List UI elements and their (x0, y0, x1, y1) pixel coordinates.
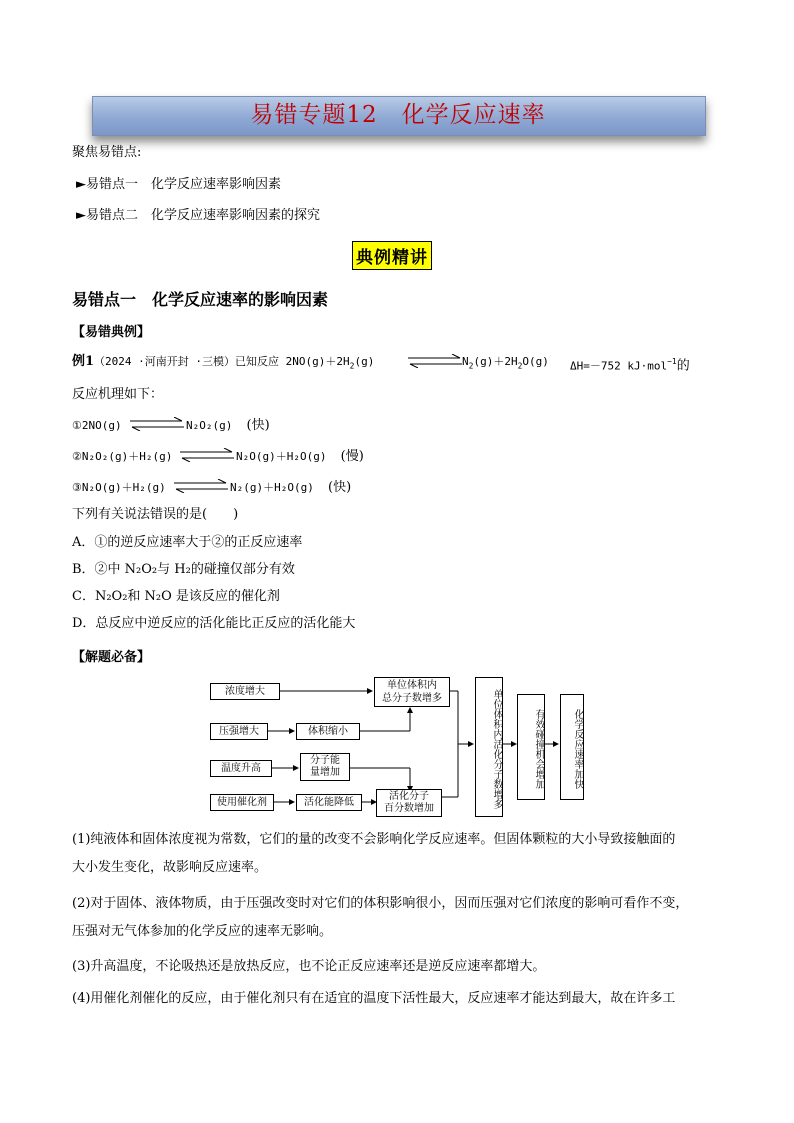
example-rhs (462, 352, 549, 377)
box-effective-collisions: 有效碰撞机会增加 (517, 694, 545, 800)
note-2 (72, 890, 762, 946)
option-a: A．①的逆反应速率大于②的正反应速率 (72, 535, 303, 550)
sub-1: 2 (349, 361, 355, 371)
enthalpy-value: ΔH=－752 kJ·mol (570, 359, 668, 373)
section-title: 易错点一 化学反应速率的影响因素 (72, 290, 329, 309)
step-2-rhs: N₂O(g)＋H₂O(g) (236, 450, 327, 463)
equilibrium-arrow-icon (130, 417, 184, 431)
box-activation-lower: 活化能降低 (296, 794, 362, 811)
focus-label: 聚焦易错点: (72, 145, 142, 160)
r2-line1: 活化分子 (389, 791, 429, 802)
example-line (72, 352, 374, 377)
example-lead: 例1 (72, 354, 95, 369)
m3-line2: 量增加 (310, 767, 340, 778)
focus-item-2: ►易错点二 化学反应速率影响因素的探究 (76, 208, 320, 223)
equilibrium-arrow-icon (180, 448, 234, 462)
note-2-line1: (2)对于固体、液体物质，由于压强改变时对它们的体积影响很小，因而压强对它们浓度的影响可看作不变， (72, 896, 689, 911)
step-2-lhs: ②N₂O₂(g)＋H₂(g) (72, 450, 173, 463)
step-3-right (230, 478, 351, 498)
enthalpy-tail: 的 (676, 358, 690, 374)
mechanism-intro: 反应机理如下： (72, 387, 164, 402)
step-1-rate: (快) (246, 418, 270, 433)
enthalpy (570, 352, 690, 376)
step-1-rhs: N₂O₂(g) (186, 419, 233, 432)
note-1 (72, 826, 752, 882)
step-1-right (186, 416, 270, 436)
step-3 (72, 478, 166, 498)
r2-line2: 百分数增加 (384, 803, 434, 814)
note-1-line2: 大小发生变化，故影响反应速率。 (72, 860, 268, 875)
step-1-lhs: ①2NO(g) (72, 419, 122, 432)
typical-examples-badge: 典例精讲 (352, 241, 432, 270)
step-3-lhs: ③N₂O(g)＋H₂(g) (72, 481, 166, 494)
box-rate-faster: 化学反应速率加快 (560, 694, 584, 800)
box-molecular-energy (300, 753, 350, 781)
step-2 (72, 447, 172, 467)
sub-3: 2 (517, 361, 523, 371)
example-mid: (g) (354, 355, 375, 368)
box-catalyst: 使用催化剂 (210, 794, 274, 811)
note-1-line1: (1)纯液体和固体浓度视为常数，它们的量的改变不会影响化学反应速率。但固体颗粒的大小导致接触面的 (72, 832, 676, 847)
note-2-line2: 压强对无气体参加的化学反应的速率无影响。 (72, 924, 333, 939)
box-temperature: 温度升高 (210, 760, 272, 777)
r1-line2: 总分子数增多 (382, 693, 442, 704)
solve-tag: 【解题必备】 (72, 650, 151, 665)
page-title: 易错专题12 化学反应速率 (250, 102, 546, 128)
option-b: B．②中 N₂O₂与 H₂的碰撞仅部分有效 (72, 562, 295, 577)
enthalpy-sup: −1 (667, 357, 677, 366)
step-3-rate: (快) (328, 480, 352, 495)
rhs-2: (g)＋2H (473, 355, 518, 368)
focus-item-1: ►易错点一 化学反应速率影响因素 (76, 177, 281, 192)
example-source: （2024 ·河南开封 ·三模）已知反应 2NO(g)＋2H (94, 355, 350, 368)
r1-line1: 单位体积内 (387, 680, 437, 691)
step-3-rhs: N₂(g)＋H₂O(g) (230, 481, 314, 494)
question: 下列有关说法错误的是( ) (72, 507, 239, 522)
equilibrium-arrow-icon (174, 479, 228, 493)
rhs-n: N (462, 355, 469, 368)
step-2-right (236, 447, 364, 467)
note-3: (3)升高温度，不论吸热还是放热反应，也不论正反应速率还是逆反应速率都增大。 (72, 959, 546, 974)
sub-2: 2 (468, 361, 474, 371)
option-d: D．总反应中逆反应的活化能比正反应的活化能大 (72, 616, 356, 631)
box-concentration: 浓度增大 (210, 683, 280, 700)
box-activated-percent (376, 789, 442, 817)
equilibrium-arrow-icon (408, 354, 462, 368)
step-1 (72, 416, 122, 436)
box-pressure: 压强增大 (210, 723, 268, 740)
box-activated-molecules-increase: 单位体积内活化分子数增多 (475, 677, 503, 817)
m3-line1: 分子能 (310, 755, 340, 766)
rhs-3: O(g) (522, 355, 549, 368)
typical-example-tag: 【易错典例】 (72, 325, 151, 340)
box-total-molecules (374, 677, 450, 707)
box-volume-shrink: 体积缩小 (296, 723, 360, 740)
note-4: (4)用催化剂催化的反应，由于催化剂只有在适宜的温度下活性最大，反应速率才能达到最大，故在许多工 (72, 991, 676, 1006)
option-c: C．N₂O₂和 N₂O 是该反应的催化剂 (72, 589, 280, 604)
step-2-rate: (慢) (340, 449, 364, 464)
